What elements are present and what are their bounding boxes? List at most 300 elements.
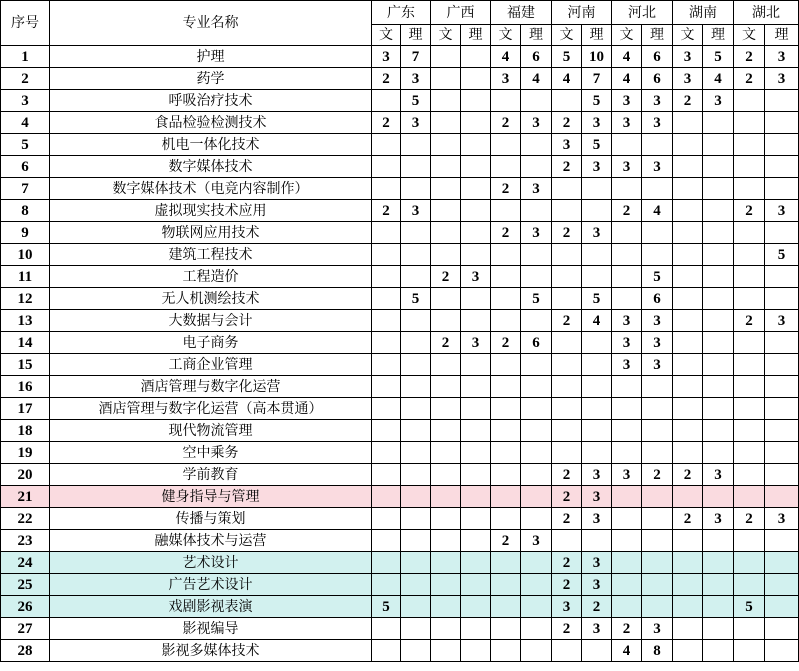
quota-cell <box>673 552 703 574</box>
header-sub-arts: 文 <box>372 25 401 46</box>
major-name: 数字媒体技术 <box>50 156 372 178</box>
quota-cell <box>491 134 521 156</box>
quota-cell: 4 <box>552 68 582 90</box>
quota-cell: 3 <box>642 156 673 178</box>
quota-cell: 8 <box>642 640 673 662</box>
table-row <box>1 618 799 640</box>
quota-cell <box>461 354 491 376</box>
table-row <box>1 574 799 596</box>
quota-cell <box>673 332 703 354</box>
table-row <box>1 244 799 266</box>
quota-cell <box>582 178 612 200</box>
quota-cell: 2 <box>612 618 642 640</box>
row-number: 27 <box>1 618 50 640</box>
quota-cell: 3 <box>642 332 673 354</box>
quota-cell <box>491 486 521 508</box>
quota-cell: 2 <box>552 486 582 508</box>
row-number: 8 <box>1 200 50 222</box>
quota-cell: 3 <box>765 68 799 90</box>
major-name: 药学 <box>50 68 372 90</box>
quota-cell: 3 <box>461 266 491 288</box>
row-number: 21 <box>1 486 50 508</box>
quota-cell <box>552 266 582 288</box>
row-number: 28 <box>1 640 50 662</box>
quota-cell: 3 <box>612 90 642 112</box>
table-row <box>1 376 799 398</box>
quota-cell <box>521 420 552 442</box>
quota-cell <box>431 310 461 332</box>
quota-cell: 3 <box>401 200 431 222</box>
quota-cell <box>642 442 673 464</box>
quota-cell <box>582 442 612 464</box>
quota-cell <box>703 332 734 354</box>
table-row <box>1 46 799 68</box>
quota-cell <box>401 530 431 552</box>
quota-cell <box>431 530 461 552</box>
major-name: 酒店管理与数字化运营 <box>50 376 372 398</box>
quota-cell <box>765 486 799 508</box>
quota-cell: 2 <box>734 46 765 68</box>
quota-cell: 3 <box>521 112 552 134</box>
table-row <box>1 354 799 376</box>
quota-cell <box>491 442 521 464</box>
quota-cell <box>461 640 491 662</box>
quota-cell <box>673 134 703 156</box>
quota-cell: 4 <box>612 68 642 90</box>
quota-cell: 3 <box>612 332 642 354</box>
quota-cell <box>582 398 612 420</box>
quota-cell <box>703 640 734 662</box>
quota-cell <box>612 288 642 310</box>
quota-cell <box>401 486 431 508</box>
row-number: 9 <box>1 222 50 244</box>
quota-cell: 2 <box>734 68 765 90</box>
quota-cell <box>673 200 703 222</box>
quota-cell <box>552 442 582 464</box>
quota-cell <box>521 200 552 222</box>
quota-cell <box>431 508 461 530</box>
quota-cell <box>734 640 765 662</box>
quota-cell <box>372 156 401 178</box>
quota-cell <box>401 442 431 464</box>
quota-cell <box>552 376 582 398</box>
header-sub-science: 理 <box>461 25 491 46</box>
table-row <box>1 398 799 420</box>
quota-cell <box>612 244 642 266</box>
quota-cell <box>401 618 431 640</box>
quota-cell <box>461 112 491 134</box>
major-name: 健身指导与管理 <box>50 486 372 508</box>
quota-cell <box>703 552 734 574</box>
quota-cell <box>372 310 401 332</box>
quota-cell: 6 <box>642 288 673 310</box>
table-row <box>1 508 799 530</box>
quota-cell <box>552 200 582 222</box>
quota-cell <box>673 222 703 244</box>
quota-cell <box>765 552 799 574</box>
quota-cell: 3 <box>582 222 612 244</box>
quota-cell: 2 <box>552 112 582 134</box>
quota-cell <box>431 244 461 266</box>
quota-cell <box>372 574 401 596</box>
quota-cell: 3 <box>521 222 552 244</box>
row-number: 14 <box>1 332 50 354</box>
row-number: 6 <box>1 156 50 178</box>
quota-cell <box>673 266 703 288</box>
quota-cell <box>734 156 765 178</box>
quota-cell <box>491 574 521 596</box>
quota-cell <box>401 552 431 574</box>
quota-cell <box>431 486 461 508</box>
quota-cell <box>765 112 799 134</box>
quota-cell <box>582 200 612 222</box>
quota-cell <box>521 244 552 266</box>
header-sub-science: 理 <box>703 25 734 46</box>
quota-cell <box>673 178 703 200</box>
quota-cell <box>703 178 734 200</box>
quota-cell <box>612 222 642 244</box>
quota-cell <box>552 332 582 354</box>
quota-cell <box>734 574 765 596</box>
quota-cell <box>552 178 582 200</box>
quota-cell <box>401 596 431 618</box>
quota-cell <box>372 134 401 156</box>
quota-cell <box>461 376 491 398</box>
table-row <box>1 266 799 288</box>
quota-cell <box>673 112 703 134</box>
header-region: 广东 <box>372 1 431 25</box>
quota-cell <box>372 508 401 530</box>
quota-cell <box>461 156 491 178</box>
major-name: 建筑工程技术 <box>50 244 372 266</box>
quota-cell <box>372 530 401 552</box>
header-sub-arts: 文 <box>552 25 582 46</box>
row-number: 25 <box>1 574 50 596</box>
quota-cell <box>372 618 401 640</box>
quota-cell <box>491 596 521 618</box>
quota-cell: 3 <box>612 112 642 134</box>
major-name: 广告艺术设计 <box>50 574 372 596</box>
quota-cell <box>703 266 734 288</box>
quota-cell <box>673 574 703 596</box>
quota-cell <box>642 178 673 200</box>
major-name: 学前教育 <box>50 464 372 486</box>
quota-cell <box>734 134 765 156</box>
quota-cell <box>491 244 521 266</box>
quota-cell: 3 <box>673 46 703 68</box>
quota-cell <box>372 552 401 574</box>
major-name: 虚拟现实技术应用 <box>50 200 372 222</box>
quota-cell <box>372 420 401 442</box>
quota-cell: 3 <box>765 508 799 530</box>
quota-cell: 2 <box>552 552 582 574</box>
quota-cell <box>461 398 491 420</box>
quota-cell <box>521 464 552 486</box>
quota-cell: 2 <box>372 68 401 90</box>
quota-cell <box>612 442 642 464</box>
table-row <box>1 288 799 310</box>
quota-cell <box>612 596 642 618</box>
quota-cell <box>703 222 734 244</box>
quota-cell: 3 <box>642 310 673 332</box>
quota-cell <box>461 486 491 508</box>
quota-cell: 3 <box>582 574 612 596</box>
quota-cell <box>642 376 673 398</box>
quota-cell <box>552 640 582 662</box>
quota-cell <box>612 420 642 442</box>
header-sub-science: 理 <box>582 25 612 46</box>
quota-cell <box>372 288 401 310</box>
quota-cell <box>431 156 461 178</box>
quota-cell <box>642 420 673 442</box>
quota-cell: 2 <box>491 530 521 552</box>
quota-cell: 6 <box>521 46 552 68</box>
quota-cell <box>431 112 461 134</box>
table-row <box>1 156 799 178</box>
quota-cell <box>372 332 401 354</box>
major-name: 戏剧影视表演 <box>50 596 372 618</box>
quota-cell <box>521 310 552 332</box>
quota-cell <box>703 420 734 442</box>
row-number: 16 <box>1 376 50 398</box>
major-name: 工程造价 <box>50 266 372 288</box>
quota-cell <box>703 574 734 596</box>
quota-cell <box>521 90 552 112</box>
quota-cell <box>642 222 673 244</box>
quota-cell <box>372 222 401 244</box>
header-major: 专业名称 <box>50 1 372 46</box>
quota-cell: 3 <box>703 464 734 486</box>
quota-cell: 3 <box>582 486 612 508</box>
quota-cell <box>372 398 401 420</box>
quota-cell <box>461 552 491 574</box>
quota-cell <box>642 530 673 552</box>
quota-cell: 3 <box>582 156 612 178</box>
quota-cell: 5 <box>372 596 401 618</box>
major-name: 艺术设计 <box>50 552 372 574</box>
table-row <box>1 134 799 156</box>
quota-cell <box>431 464 461 486</box>
quota-cell <box>673 420 703 442</box>
quota-cell <box>765 354 799 376</box>
quota-cell <box>673 354 703 376</box>
quota-cell <box>612 574 642 596</box>
quota-cell <box>703 398 734 420</box>
quota-cell <box>431 46 461 68</box>
quota-cell <box>703 618 734 640</box>
quota-cell <box>703 288 734 310</box>
major-name: 呼吸治疗技术 <box>50 90 372 112</box>
quota-cell <box>491 354 521 376</box>
quota-cell: 3 <box>703 508 734 530</box>
header-sub-science: 理 <box>765 25 799 46</box>
quota-cell <box>372 464 401 486</box>
quota-cell <box>461 90 491 112</box>
quota-cell <box>401 266 431 288</box>
row-number: 23 <box>1 530 50 552</box>
quota-cell <box>734 618 765 640</box>
quota-cell <box>521 354 552 376</box>
quota-cell: 2 <box>491 222 521 244</box>
quota-cell <box>765 134 799 156</box>
quota-cell <box>582 332 612 354</box>
quota-cell: 2 <box>491 178 521 200</box>
quota-cell <box>552 90 582 112</box>
quota-cell <box>431 442 461 464</box>
quota-cell: 3 <box>642 354 673 376</box>
quota-cell: 2 <box>552 222 582 244</box>
quota-cell: 2 <box>431 266 461 288</box>
quota-cell: 4 <box>521 68 552 90</box>
quota-cell <box>372 90 401 112</box>
header-region: 湖南 <box>673 1 734 25</box>
quota-cell <box>582 266 612 288</box>
quota-cell <box>582 640 612 662</box>
quota-cell <box>734 486 765 508</box>
major-name: 酒店管理与数字化运营（高本贯通） <box>50 398 372 420</box>
quota-cell: 10 <box>582 46 612 68</box>
quota-cell <box>673 398 703 420</box>
header-sub-arts: 文 <box>734 25 765 46</box>
row-number: 22 <box>1 508 50 530</box>
table-row <box>1 442 799 464</box>
quota-cell <box>734 178 765 200</box>
quota-cell: 3 <box>582 464 612 486</box>
quota-cell <box>491 508 521 530</box>
quota-cell: 5 <box>582 134 612 156</box>
quota-cell: 4 <box>582 310 612 332</box>
quota-cell <box>461 464 491 486</box>
quota-cell: 2 <box>582 596 612 618</box>
quota-cell: 3 <box>552 134 582 156</box>
quota-cell: 3 <box>582 552 612 574</box>
quota-cell <box>765 574 799 596</box>
quota-cell: 3 <box>703 90 734 112</box>
quota-cell <box>401 354 431 376</box>
quota-cell: 3 <box>642 112 673 134</box>
quota-cell <box>734 530 765 552</box>
major-name: 数字媒体技术（电竞内容制作） <box>50 178 372 200</box>
row-number: 13 <box>1 310 50 332</box>
quota-cell: 3 <box>401 112 431 134</box>
quota-cell <box>401 574 431 596</box>
quota-cell: 5 <box>765 244 799 266</box>
quota-cell <box>401 310 431 332</box>
quota-cell <box>612 376 642 398</box>
quota-cell: 3 <box>612 354 642 376</box>
quota-cell <box>582 244 612 266</box>
quota-cell: 5 <box>521 288 552 310</box>
quota-cell <box>765 420 799 442</box>
quota-cell <box>734 112 765 134</box>
major-name: 大数据与会计 <box>50 310 372 332</box>
quota-cell <box>765 530 799 552</box>
quota-cell <box>552 288 582 310</box>
quota-cell <box>401 376 431 398</box>
quota-cell <box>461 596 491 618</box>
quota-cell: 2 <box>612 200 642 222</box>
quota-cell <box>491 398 521 420</box>
table-row <box>1 68 799 90</box>
quota-cell <box>734 420 765 442</box>
header-region: 湖北 <box>734 1 799 25</box>
quota-cell <box>765 376 799 398</box>
quota-cell: 3 <box>582 508 612 530</box>
quota-cell <box>673 596 703 618</box>
quota-cell <box>612 486 642 508</box>
quota-cell: 3 <box>612 310 642 332</box>
quota-cell: 3 <box>521 178 552 200</box>
quota-cell: 2 <box>673 464 703 486</box>
quota-cell <box>642 596 673 618</box>
quota-cell: 3 <box>372 46 401 68</box>
quota-cell: 2 <box>734 508 765 530</box>
quota-cell: 3 <box>612 156 642 178</box>
quota-cell <box>401 420 431 442</box>
quota-cell <box>431 200 461 222</box>
quota-cell: 3 <box>765 310 799 332</box>
table-row <box>1 332 799 354</box>
quota-cell <box>582 354 612 376</box>
quota-cell <box>612 552 642 574</box>
quota-cell <box>491 552 521 574</box>
quota-cell <box>703 442 734 464</box>
quota-cell: 5 <box>642 266 673 288</box>
table-row <box>1 112 799 134</box>
quota-cell <box>612 266 642 288</box>
quota-cell: 2 <box>673 508 703 530</box>
header-region: 广西 <box>431 1 491 25</box>
quota-cell <box>372 376 401 398</box>
quota-cell <box>765 332 799 354</box>
quota-cell <box>765 398 799 420</box>
quota-cell: 2 <box>372 112 401 134</box>
header-region: 河南 <box>552 1 612 25</box>
quota-cell <box>521 376 552 398</box>
quota-cell <box>431 134 461 156</box>
quota-cell <box>461 222 491 244</box>
quota-cell <box>734 354 765 376</box>
quota-cell <box>734 442 765 464</box>
quota-cell <box>765 640 799 662</box>
quota-cell <box>734 398 765 420</box>
quota-cell: 3 <box>491 68 521 90</box>
quota-cell <box>582 420 612 442</box>
quota-cell: 5 <box>401 288 431 310</box>
quota-cell: 2 <box>491 112 521 134</box>
quota-cell: 3 <box>521 530 552 552</box>
quota-cell: 3 <box>673 68 703 90</box>
row-number: 3 <box>1 90 50 112</box>
quota-cell <box>552 420 582 442</box>
row-number: 7 <box>1 178 50 200</box>
quota-cell <box>431 90 461 112</box>
quota-cell <box>461 310 491 332</box>
quota-cell: 3 <box>582 112 612 134</box>
quota-cell <box>491 310 521 332</box>
quota-cell: 5 <box>401 90 431 112</box>
quota-cell <box>612 178 642 200</box>
quota-cell <box>765 442 799 464</box>
quota-cell <box>734 244 765 266</box>
quota-cell <box>765 464 799 486</box>
table-row <box>1 464 799 486</box>
quota-cell <box>734 266 765 288</box>
quota-cell: 3 <box>642 618 673 640</box>
quota-cell <box>491 618 521 640</box>
quota-cell: 2 <box>552 310 582 332</box>
quota-cell: 5 <box>582 288 612 310</box>
